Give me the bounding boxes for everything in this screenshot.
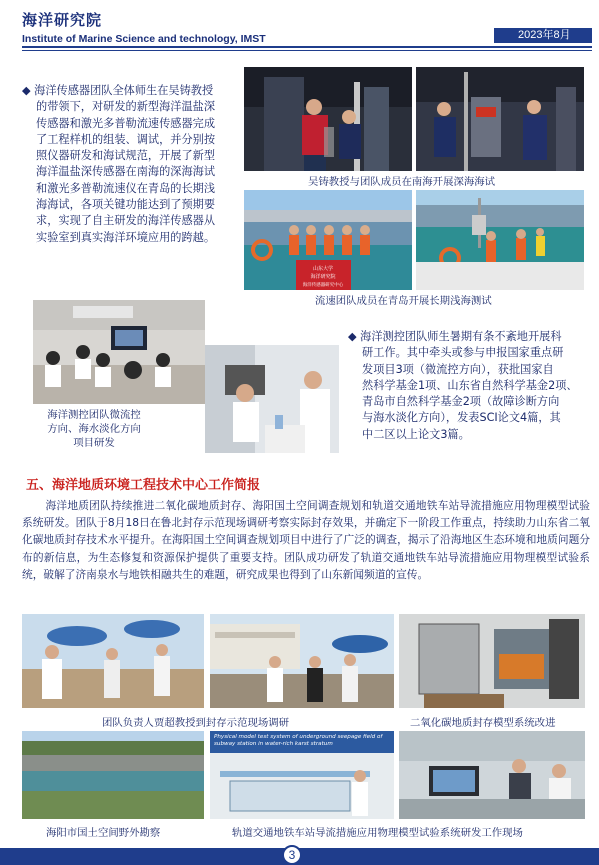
caption-field-visit: 团队负责人贾超教授到封存示范现场调研 xyxy=(102,717,290,729)
banner-text: 山东大学 xyxy=(312,266,334,272)
text-line: 研工作。其中牵头或参与申报国家重点研 xyxy=(362,346,564,360)
text-line: ◆ 海洋测控团队师生暑期有条不紊地开展科 xyxy=(348,330,562,343)
caption-line: 方向、海水淡化方向 xyxy=(47,423,141,435)
caption-haiyang: 海阳市国土空间野外勘察 xyxy=(46,827,161,839)
text-line: 了工程样机的组装、调试，并分别按 xyxy=(36,132,216,146)
text-line: 传感器和激光多普勒流速传感器完成 xyxy=(36,116,216,130)
text-line: 青岛市自然科学基金2项（故障诊断方向 xyxy=(362,395,560,409)
photo-metro-test-system xyxy=(210,731,394,819)
caption-deep-sea: 吴铸教授与团队成员在南海开展深海海试 xyxy=(308,176,496,188)
header-rule xyxy=(22,46,592,48)
text-line: 发项目3项（微流控方向），获批国家自 xyxy=(362,362,554,376)
caption-metro: 轨道交通地铁车站导流措施应用物理模型试验系统研发工作现场 xyxy=(232,827,523,839)
svg-text:海洋研究院: 海洋研究院 xyxy=(310,274,336,280)
photo-deep-sea-test-2 xyxy=(416,67,584,171)
caption-control-team xyxy=(34,408,154,450)
text-line: 求，实现了自主研发的海洋传感器从 xyxy=(36,214,216,228)
text-line: 海海试，各项关键功能达到了预期要 xyxy=(36,198,216,212)
photo-control-team-lab xyxy=(205,345,339,453)
header-rule-thin xyxy=(22,50,592,51)
caption-co2-model: 二氧化碳地质封存模型系统改进 xyxy=(410,717,556,729)
text-line: 的带领下，对研发的新型海洋温盐深 xyxy=(36,100,216,114)
text-line: 中二区以上论文3篇。 xyxy=(362,427,470,441)
institute-name-cn: 海洋研究院 xyxy=(22,11,103,29)
institute-name-en: Institute of Marine Science and technology, IMST xyxy=(22,33,266,45)
text-line: 然科学基金1项、山东省自然科学基金2项、 xyxy=(362,378,578,392)
control-team-text xyxy=(348,329,593,443)
poster-text: Physical model test system of underground seepage field of subway station in water-rich karst stratum xyxy=(214,734,383,747)
text-line: 和激光多普勒流速仪在青岛的长期浅 xyxy=(36,181,216,195)
issue-date: 2023年8月 xyxy=(494,28,592,43)
text-line: ◆ 海洋传感器团队全体师生在吴铸教授 xyxy=(22,84,214,97)
page-number: 3 xyxy=(282,845,302,865)
photo-control-team-meeting xyxy=(33,300,205,404)
section-paragraph: 海洋地质团队持续推进二氧化碳地质封存、海阳国土空间调查规划和轨道交通地铁车站导流措施应用物理模型试验系统研发。团队于8月18日在鲁北封存示范现场调研考察实际封存效果，并确定下一阶段工作重点，持续助力山东省二氧化碳地质封存技术水平提升。在海阳国土空间调查规划项目中进行了广泛的调查，揭示了沿海地区生态环境和地质问题分布的新信息，为生态修复和资源保护提供了重要支持。团队成功研发了轨道交通地铁车站导流措施应用物理模型试验系统，破解了济南泉水与地铁相融共生的难题，研究成果也得到了山东新闻频道的宣传。 xyxy=(22,499,590,581)
photo-shallow-test-2 xyxy=(416,190,584,290)
sensor-team-text xyxy=(22,83,244,246)
caption-line: 项目研发 xyxy=(73,437,115,449)
caption-line: 海洋测控团队微流控 xyxy=(47,409,141,421)
text-line: 照仪器研发和海试规范，开展了新型 xyxy=(36,149,216,163)
photo-haiyang-survey xyxy=(22,731,204,819)
section-title: 五、海洋地质环境工程技术中心工作简报 xyxy=(26,478,261,493)
photo-field-visit-site xyxy=(210,614,394,708)
svg-text:海洋传感器研究中心: 海洋传感器研究中心 xyxy=(302,283,344,288)
photo-co2-model-system xyxy=(399,614,585,708)
photo-metro-lab-work xyxy=(399,731,585,819)
text-line: 海洋温盐深传感器在南海的深海海试 xyxy=(36,165,216,179)
caption-shallow: 流速团队成员在青岛开展长期浅海测试 xyxy=(315,295,492,307)
photo-field-visit-umbrellas xyxy=(22,614,204,708)
photo-deep-sea-test-1 xyxy=(244,67,412,171)
text-line: 实验室到真实海洋环境应用的跨越。 xyxy=(36,230,216,244)
text-line: 与海水淡化方向），发表SCI论文4篇，其 xyxy=(362,411,561,425)
photo-shallow-test-1 xyxy=(244,190,412,290)
